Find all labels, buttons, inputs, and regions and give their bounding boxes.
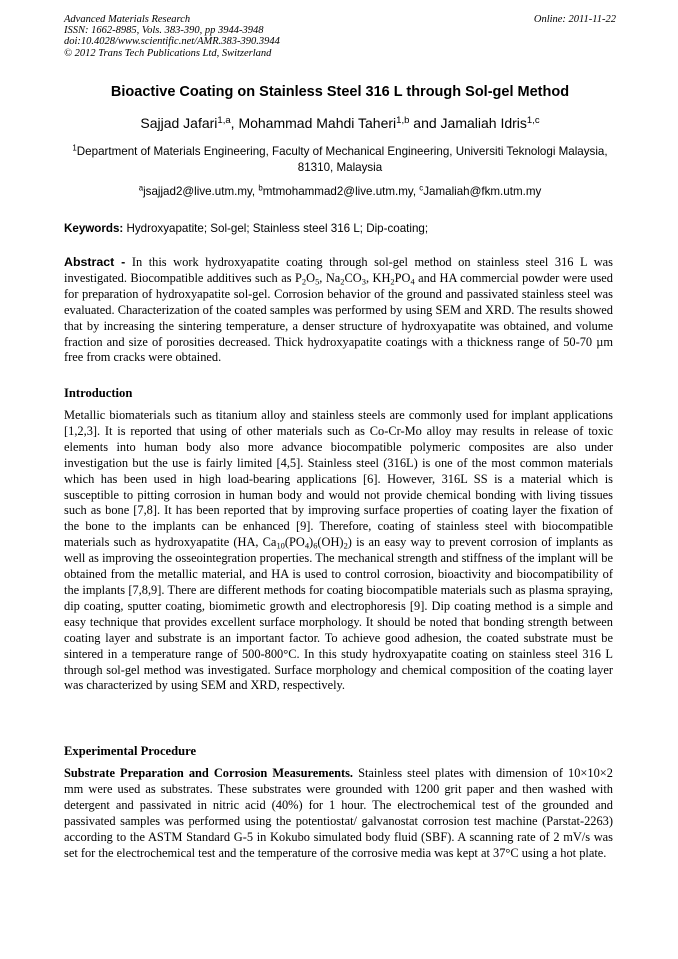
subscript: 4 (410, 276, 415, 287)
abstract-text: , Na (319, 270, 341, 285)
abstract-label: Abstract - (64, 255, 126, 269)
author-separator: and (409, 115, 441, 131)
subscript: 5 (315, 276, 320, 287)
issn-line: ISSN: 1662-8985, Vols. 383-390, pp 3944-3948 (64, 25, 264, 37)
email-address[interactable]: jsajjad2@live.utm.my, (143, 185, 259, 198)
keywords (64, 222, 616, 235)
subscript: 3 (361, 276, 366, 287)
paper-title: Bioactive Coating on Stainless Steel 316 L through Sol-gel Method (110, 84, 570, 100)
section-heading-experimental: Experimental Procedure (64, 744, 197, 758)
affiliation-text: Department of Materials Engineering, Faculty of Mechanical Engineering, Universiti Teknologi Malaysia, 81310, Malaysia (76, 145, 608, 174)
affiliation (64, 144, 616, 176)
subscript: 2 (301, 276, 307, 287)
keywords-label: Keywords: (64, 222, 124, 235)
abstract-text: CO (344, 270, 362, 285)
abstract-text: O (306, 270, 316, 285)
experimental-body (64, 766, 613, 861)
online-date: Online: 2011-11-22 (533, 14, 616, 25)
subsection-lead: Substrate Preparation and Corrosion Measurements. (64, 766, 354, 780)
subscript: 10 (276, 540, 285, 551)
copyright-line: © 2012 Trans Tech Publications Ltd, Switzerland (64, 47, 272, 59)
introduction-body (64, 408, 613, 694)
email-superscript: b (258, 183, 263, 193)
affiliation-superscript: 1 (72, 143, 77, 153)
abstract-text: PO (394, 270, 411, 285)
abstract (64, 255, 613, 366)
email-superscript: c (419, 183, 424, 193)
abstract-text: , KH (365, 270, 391, 285)
body-text: (PO (284, 535, 305, 550)
subscript: 4 (304, 540, 310, 551)
subscript: 2 (340, 276, 345, 287)
email-address[interactable]: mtmohammad2@live.utm.my, (262, 185, 420, 198)
subscript: 6 (313, 540, 318, 551)
author-superscript: 1,b (396, 114, 410, 126)
author-name: Mohammad Mahdi Taheri (238, 115, 397, 131)
doi-line: doi:10.4028/www.scientific.net/AMR.383-390.3944 (64, 36, 280, 48)
subscript: 2 (343, 540, 348, 551)
section-heading-introduction: Introduction (64, 386, 133, 400)
body-text: ) (309, 535, 314, 550)
author-list (64, 115, 616, 131)
author-separator: , (230, 115, 239, 131)
abstract-text: and HA commercial powder were used for preparation of hydroxyapatite sol-gel. Corrosion behavior of the ground and passivated stainless steel was evaluated. Characterization of the coated samples was performed by using SEM and XRD. The results showed that by increasing the sintering temperature, a denser structure of hydroxyapatite was obtained, and volume fraction and size of porosities decreased. Thick hydroxyapatite coatings with a thickness range of 50-70 µm free from cracks were obtained. (64, 270, 613, 365)
email-address[interactable]: Jamaliah@fkm.utm.my (423, 185, 542, 198)
author-superscript: 1,a (217, 114, 231, 126)
body-text: (OH) (317, 535, 344, 550)
author-name: Jamaliah Idris (440, 115, 527, 131)
subscript: 2 (390, 276, 395, 287)
abstract-text: In this work hydroxyapatite coating through sol-gel method on stainless steel 316 L was investigated. Biocompatible additives such as P (64, 255, 613, 285)
body-text: Metallic biomaterials such as titanium alloy and stainless steels are commonly used for implant applications [1,2,3]. It is reported that using of other materials such as Co-Cr-Mo alloy may results in release of toxic elements into human body also more advance biocompatible polymeric composites are also under investigation but the use is fairly limited [4,5]. Stainless steel (316L) is one of the most common materials which has been used in high load-bearing applications [6]. However, 316L SS is a material which is susceptible to pitting corrosion in human body and would not provide chemical bonding with living tissues such as bone [7,8]. It has been reported that by improving surface properties of coating layer the fixation of the bone to the implants can be enhanced [9]. Therefore, coating of stainless steel with biocompatible materials such as hydroxyapatite (HA, Ca (64, 408, 613, 550)
journal-header (64, 14, 616, 59)
author-superscript: 1,c (526, 114, 540, 126)
journal-name: Advanced Materials Research (64, 14, 191, 25)
body-text: ) is an easy way to prevent corrosion of implants as well as improving the osseointegration properties. The mechanical strength and stiffness of the implant will be obtained from the metallic material, and HA is used to control corrosion, bioactivity and biocompatibility of the implants [7,8,9]. There are different methods for coating biocompatible materials such as plasma spraying, dip coating, sputter coating, biomimetic growth and electrophoresis [9]. Dip coating method is a simple and easy technique that provides excellent surface morphology. It should be noted that bonding strength between coating layer and substrate is an important factor. To achieve good adhesion, the coated substrate must be sintered in a temperature range of 500-800°C. In this study hydroxyapatite coating on stainless steel 316 L through sol-gel method was investigated. Surface morphology and chemical composition of the coating layer was characterized by using SEM and XRD, respectively. (64, 535, 613, 693)
keywords-text: Hydroxyapatite; Sol-gel; Stainless steel 316 L; Dip-coating; (123, 222, 429, 235)
author-emails (64, 185, 616, 198)
body-text: Stainless steel plates with dimension of 10×10×2 mm were used as substrates. These substrates were grounded with 1200 grit paper and then washed with detergent and passivated in nitric acid (40%) for 1 hour. The electrochemical test of the grounded and passivated samples was performed using the potentiostat/ galvanostat corrosion test machine (Parstat-2263) according to the ASTM Standard G-5 in Kokubo simulated body fluid (SBF). A scanning rate of 2 mV/s was set for the electrochemical test and the temperature of the corrosive media was kept at 37°C using a hot plate. (64, 766, 613, 860)
author-name: Sajjad Jafari (140, 115, 218, 131)
email-superscript: a (138, 183, 144, 193)
